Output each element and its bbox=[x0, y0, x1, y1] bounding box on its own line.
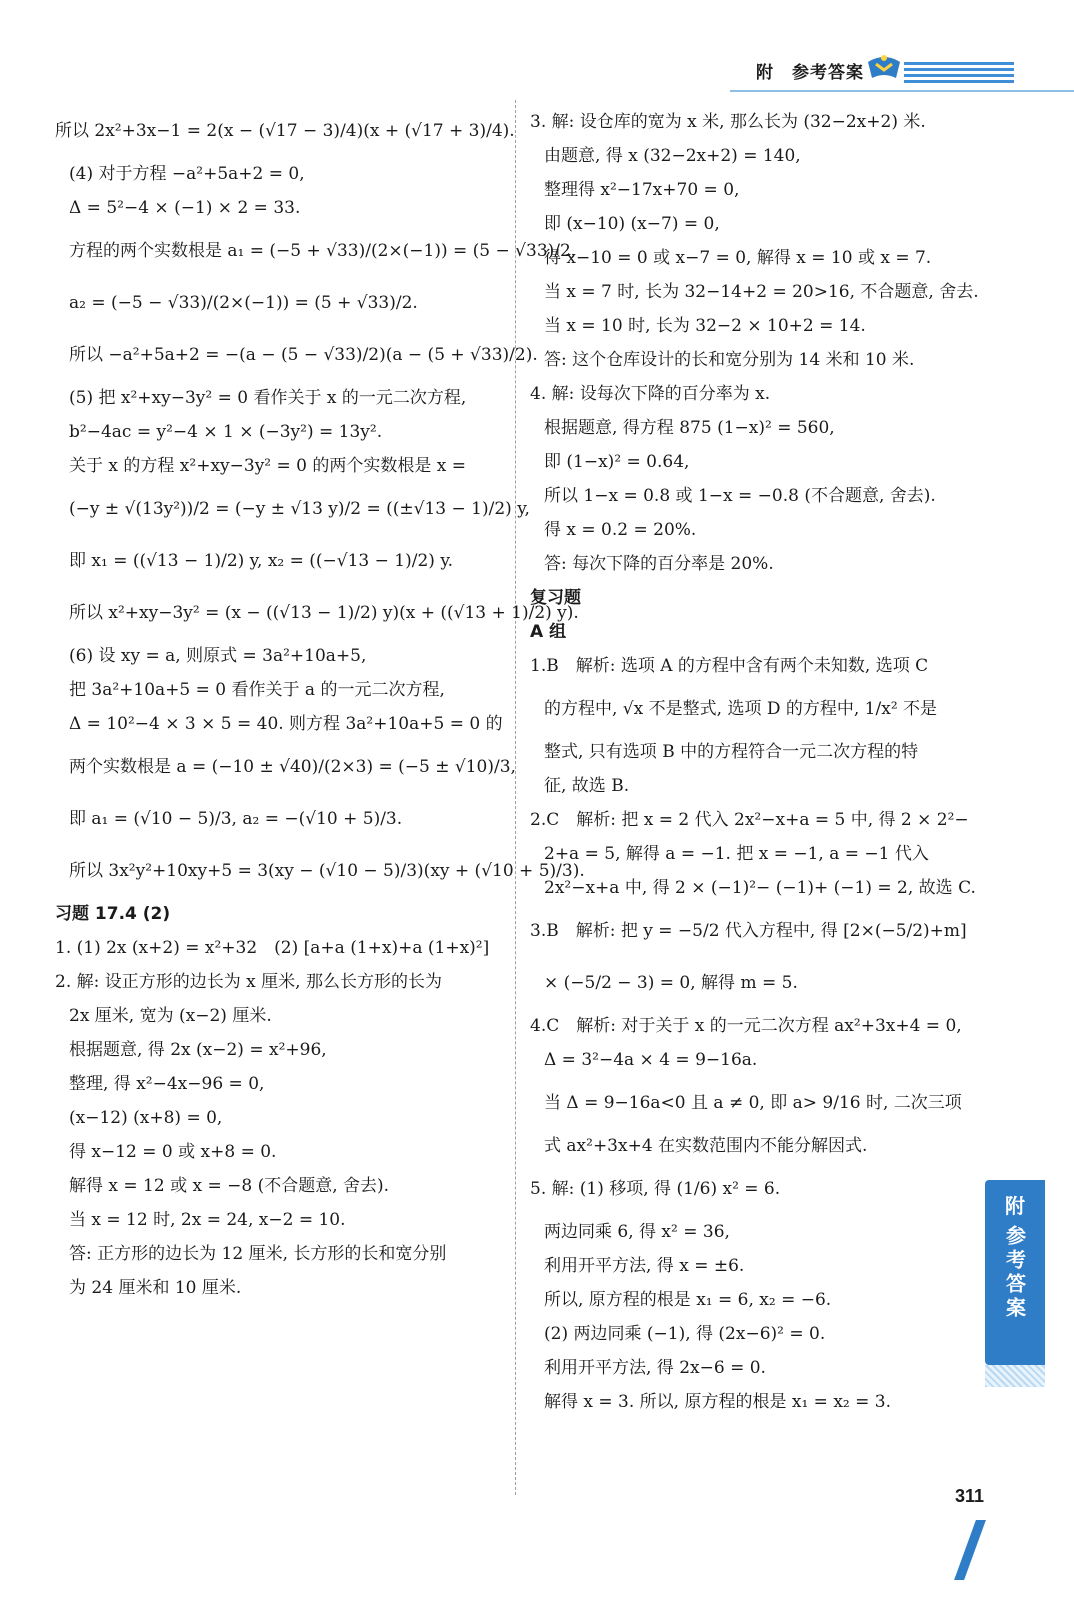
answer-line: 当 x = 10 时, 长为 32−2 × 10+2 = 14. bbox=[544, 316, 866, 336]
answer-line: 所以, 原方程的根是 x₁ = 6, x₂ = −6. bbox=[544, 1290, 832, 1310]
section-heading: 习题 17.4 (2) bbox=[55, 904, 171, 924]
answer-line: 即 x₁ = ((√13 − 1)/2) y, x₂ = ((−√13 − 1)/2) y. bbox=[69, 551, 454, 571]
side-tab-line2: 参考答案 bbox=[1002, 1225, 1027, 1321]
page-number: 311 bbox=[955, 1486, 985, 1506]
answer-line: 即 (1−x)² = 0.64, bbox=[544, 452, 690, 472]
column-divider bbox=[515, 100, 516, 1495]
answer-line: 把 3a²+10a+5 = 0 看作关于 a 的一元二次方程, bbox=[69, 680, 445, 700]
answer-line: 的方程中, √x 不是整式, 选项 D 的方程中, 1/x² 不是 bbox=[544, 699, 938, 719]
answer-line: 答: 每次下降的百分率是 20%. bbox=[544, 554, 774, 574]
answer-line: 式 ax²+3x+4 在实数范围内不能分解因式. bbox=[544, 1136, 868, 1156]
answer-line: 由题意, 得 x (32−2x+2) = 140, bbox=[544, 146, 801, 166]
answer-line: 利用开平方法, 得 x = ±6. bbox=[544, 1256, 745, 1276]
page-header bbox=[714, 48, 1014, 88]
answer-line: (5) 把 x²+xy−3y² = 0 看作关于 x 的一元二次方程, bbox=[69, 388, 467, 408]
side-tab bbox=[985, 1180, 1045, 1365]
answer-line: 整理得 x²−17x+70 = 0, bbox=[544, 180, 740, 200]
header-rule bbox=[730, 90, 1074, 92]
answer-line: (2) 两边同乘 (−1), 得 (2x−6)² = 0. bbox=[544, 1324, 826, 1344]
answer-line: 整理, 得 x²−4x−96 = 0, bbox=[69, 1074, 265, 1094]
answer-line: 1.B 解析: 选项 A 的方程中含有两个未知数, 选项 C bbox=[530, 656, 929, 676]
right-column bbox=[530, 105, 979, 1419]
side-tab-shade bbox=[985, 1365, 1045, 1387]
answer-line: 利用开平方法, 得 2x−6 = 0. bbox=[544, 1358, 766, 1378]
header-stripes bbox=[904, 62, 1014, 84]
answer-line: (4) 对于方程 −a²+5a+2 = 0, bbox=[69, 164, 305, 184]
answer-line: 所以 −a²+5a+2 = −(a − (5 − √33)/2)(a − (5 + √33)/2). bbox=[69, 345, 538, 365]
answer-line: 2. 解: 设正方形的边长为 x 厘米, 那么长方形的长为 bbox=[55, 972, 442, 992]
answer-line: × (−5/2 − 3) = 0, 解得 m = 5. bbox=[544, 973, 798, 993]
answer-line: a₂ = (−5 − √33)/(2×(−1)) = (5 + √33)/2. bbox=[69, 293, 418, 313]
answer-line: 当 x = 7 时, 长为 32−14+2 = 20>16, 不合题意, 舍去. bbox=[544, 282, 979, 302]
answer-line: 1. (1) 2x (x+2) = x²+32 (2) [a+a (1+x)+a (1+x)²] bbox=[55, 938, 490, 958]
answer-line: 关于 x 的方程 x²+xy−3y² = 0 的两个实数根是 x = bbox=[69, 456, 467, 476]
answer-line: 3.B 解析: 把 y = −5/2 代入方程中, 得 [2×(−5/2)+m] bbox=[530, 921, 967, 941]
answer-line: 整式, 只有选项 B 中的方程符合一元二次方程的特 bbox=[544, 742, 919, 762]
group-heading: A 组 bbox=[530, 622, 567, 642]
answer-line: Δ = 10²−4 × 3 × 5 = 40. 则方程 3a²+10a+5 = 0 的 bbox=[69, 714, 503, 734]
answer-line: (6) 设 xy = a, 则原式 = 3a²+10a+5, bbox=[69, 646, 367, 666]
answer-line: 即 a₁ = (√10 − 5)/3, a₂ = −(√10 + 5)/3. bbox=[69, 809, 403, 829]
answer-line: 3. 解: 设仓库的宽为 x 米, 那么长为 (32−2x+2) 米. bbox=[530, 112, 926, 132]
answer-line: b²−4ac = y²−4 × 1 × (−3y²) = 13y². bbox=[69, 422, 383, 442]
answer-line: 根据题意, 得方程 875 (1−x)² = 560, bbox=[544, 418, 835, 438]
answer-line: 为 24 厘米和 10 厘米. bbox=[69, 1278, 242, 1298]
section-heading: 复习题 bbox=[530, 588, 581, 608]
answer-line: 2x²−x+a 中, 得 2 × (−1)²− (−1)+ (−1) = 2, 故选 C. bbox=[544, 878, 976, 898]
answer-line: 5. 解: (1) 移项, 得 (1/6) x² = 6. bbox=[530, 1179, 781, 1199]
answer-line: 所以 x²+xy−3y² = (x − ((√13 − 1)/2) y)(x + ((√13 + 1)/2) y). bbox=[69, 603, 579, 623]
answer-line: 当 Δ = 9−16a<0 且 a ≠ 0, 即 a> 9/16 时, 二次三项 bbox=[544, 1093, 962, 1113]
answer-line: Δ = 5²−4 × (−1) × 2 = 33. bbox=[69, 198, 301, 218]
answer-line: 2x 厘米, 宽为 (x−2) 厘米. bbox=[69, 1006, 272, 1026]
answer-line: (−y ± √(13y²))/2 = (−y ± √13 y)/2 = ((±√13 − 1)/2) y, bbox=[69, 499, 530, 519]
answer-line: 所以 2x²+3x−1 = 2(x − (√17 − 3)/4)(x + (√17 + 3)/4). bbox=[55, 121, 515, 141]
answer-line: 答: 这个仓库设计的长和宽分别为 14 米和 10 米. bbox=[544, 350, 915, 370]
answer-line: 当 x = 12 时, 2x = 24, x−2 = 10. bbox=[69, 1210, 346, 1230]
answer-line: 所以 3x²y²+10xy+5 = 3(xy − (√10 − 5)/3)(xy + (√10 + 5)/3). bbox=[69, 861, 585, 881]
answer-line: 解得 x = 3. 所以, 原方程的根是 x₁ = x₂ = 3. bbox=[544, 1392, 892, 1412]
answer-line: Δ = 3²−4a × 4 = 9−16a. bbox=[544, 1050, 758, 1070]
answer-line: 即 (x−10) (x−7) = 0, bbox=[544, 214, 720, 234]
answer-line: 所以 1−x = 0.8 或 1−x = −0.8 (不合题意, 舍去). bbox=[544, 486, 936, 506]
answer-line: 征, 故选 B. bbox=[544, 776, 630, 796]
answer-line: 得 x = 0.2 = 20%. bbox=[544, 520, 697, 540]
header-title: 附 参考答案 bbox=[756, 63, 864, 83]
answer-line: 解得 x = 12 或 x = −8 (不合题意, 舍去). bbox=[69, 1176, 390, 1196]
answer-line: 4.C 解析: 对于关于 x 的一元二次方程 ax²+3x+4 = 0, bbox=[530, 1016, 962, 1036]
page-corner-mark bbox=[954, 1520, 986, 1580]
book-logo-icon bbox=[864, 50, 904, 82]
answer-line: 4. 解: 设每次下降的百分率为 x. bbox=[530, 384, 771, 404]
answer-line: 方程的两个实数根是 a₁ = (−5 + √33)/(2×(−1)) = (5 − √33)/2, bbox=[69, 241, 577, 261]
answer-line: 得 x−10 = 0 或 x−7 = 0, 解得 x = 10 或 x = 7. bbox=[544, 248, 932, 268]
answer-line: 两个实数根是 a = (−10 ± √40)/(2×3) = (−5 ± √10)/3, bbox=[69, 757, 516, 777]
answer-line: 两边同乘 6, 得 x² = 36, bbox=[544, 1222, 730, 1242]
answer-line: (x−12) (x+8) = 0, bbox=[69, 1108, 223, 1128]
answer-line: 根据题意, 得 2x (x−2) = x²+96, bbox=[69, 1040, 327, 1060]
answer-line: 2.C 解析: 把 x = 2 代入 2x²−x+a = 5 中, 得 2 × 2²− bbox=[530, 810, 969, 830]
answer-line: 得 x−12 = 0 或 x+8 = 0. bbox=[69, 1142, 277, 1162]
answer-line: 答: 正方形的边长为 12 厘米, 长方形的长和宽分别 bbox=[69, 1244, 447, 1264]
answer-line: 2+a = 5, 解得 a = −1. 把 x = −1, a = −1 代入 bbox=[544, 844, 929, 864]
side-tab-line1: 附 bbox=[1005, 1194, 1025, 1218]
